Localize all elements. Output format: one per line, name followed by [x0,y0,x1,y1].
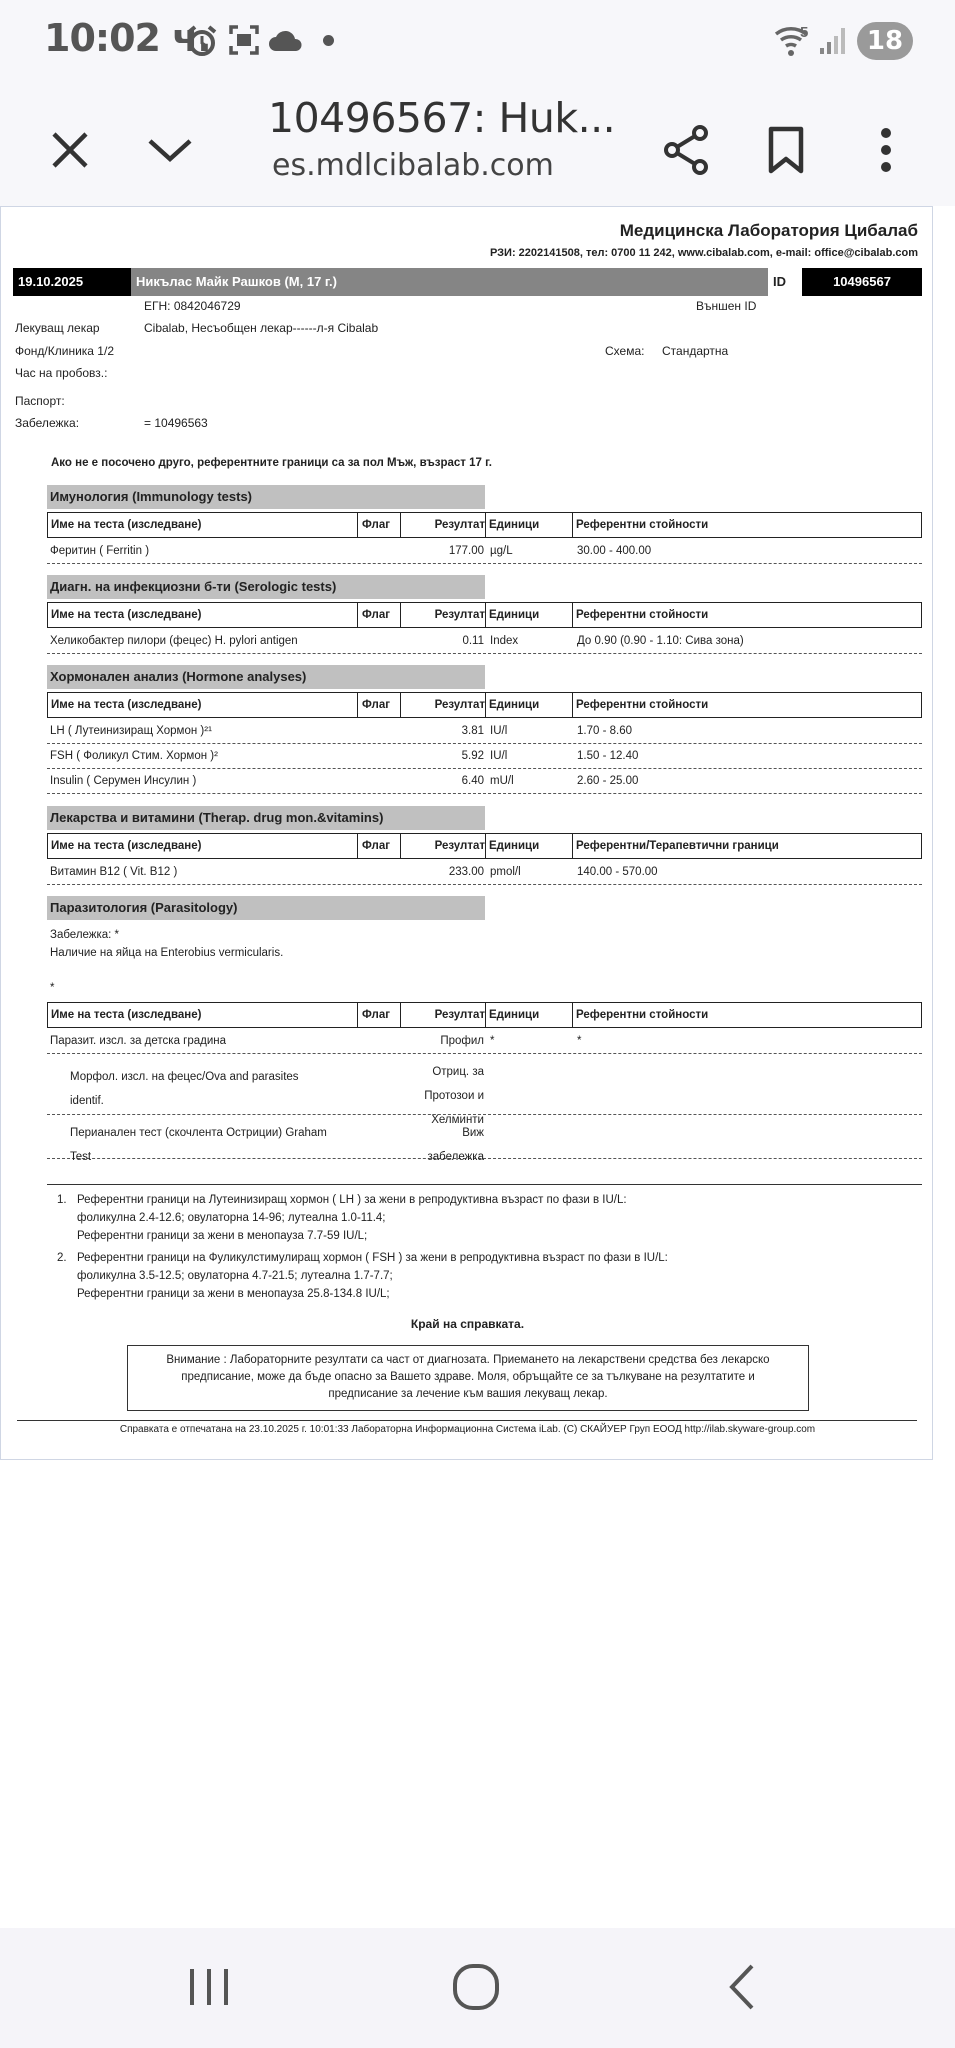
bookmark-icon [767,126,805,174]
table-row [47,1117,922,1163]
table-row [47,769,922,794]
test-ref: До 0.90 (0.90 - 1.10: Сива зона) [577,635,744,647]
footnote-line: Референтни граници на Фуликулстимулиращ хормон ( FSH ) за жени в репродуктивна възраст по фази в IU/L: [77,1252,668,1264]
table-header [47,833,922,859]
col-result: Резултат [400,693,488,717]
table-header [47,512,922,538]
notification-dot [323,35,334,46]
passport-label: Паспорт: [15,394,65,408]
test-units: µg/L [490,545,513,557]
test-name [70,1065,299,1113]
test-result-line: забележка [427,1151,484,1163]
test-result-line: Хелминти [431,1114,484,1126]
footnote-line: Референтни граници на Лутеинизиращ хормон ( LH ) за жени в репродуктивна възраст по фази в IU/L: [77,1194,627,1206]
col-name: Име на теста (изследване) [51,519,202,531]
warning-line: Внимание : Лабораторните резултати са част от диагнозата. Приемането на лекарствени средства без лекарско [166,1354,770,1366]
status-time: 10:02 ч. [44,16,211,60]
test-units: IU/l [490,750,508,762]
status-bar [0,0,955,84]
more-options-button[interactable] [850,114,922,186]
col-name: Име на теста (изследване) [51,840,202,852]
remark-value: = 10496563 [144,416,208,430]
col-units: Единици [485,834,539,858]
fund-label: Фонд/Клиника 1/2 [15,344,114,358]
test-name-line: identif. [70,1095,104,1107]
section-hormones: Хормонален анализ (Hormone analyses) [47,665,485,689]
test-result [399,1121,487,1169]
table-row [47,539,922,564]
col-ref: Референтни/Терапевтични граници [572,834,779,858]
battery-indicator: 18 [857,22,913,60]
col-result: Резултат [400,1003,488,1027]
table-row [47,744,922,769]
wifi-label: 5 [800,24,809,41]
test-name: Феритин ( Ferritin ) [50,545,150,557]
col-units: Единици [485,513,539,537]
browser-toolbar [0,84,955,206]
para-star: * [50,982,55,994]
reference-note: Ако не е посочено друго, референтните граници са за пол Мъж, възраст 17 г. [51,457,492,469]
more-vert-icon [879,127,893,173]
divider [17,1420,917,1421]
col-name: Име на теста (изследване) [51,1009,202,1021]
doctor-value: Cibalab, Несъобщен лекар------л-я Cibalab [144,321,379,335]
col-flag: Флаг [357,603,390,627]
page-title: 10496567: Huk... [268,94,616,142]
back-button[interactable] [712,1956,774,2018]
test-result: 5.92 [461,750,484,762]
id-label: ID [773,274,786,289]
share-icon [661,124,711,176]
lab-contact: РЗИ: 2202141508, тел: 0700 11 242, www.cibalab.com, e-mail: office@cibalab.com [489,247,918,259]
patient-name: Никълас Майк Рашков (М, 17 г.) [131,268,768,296]
table-row [47,860,922,885]
test-units: mU/l [490,775,514,787]
close-button[interactable] [34,114,106,186]
test-name [70,1121,327,1169]
sample-time-label: Час на пробовз.: [15,366,108,380]
print-footer: Справката е отпечатана на 23.10.2025 г. 10:01:33 Лабораторна Информационна Система iLab. (C) СКАЙУЕР Груп ЕООД http://ilab.skyware-group.com [119,1424,816,1435]
col-ref: Референтни стойности [572,603,708,627]
recent-apps-icon [178,1956,240,2018]
test-result: Профил [440,1035,484,1047]
test-ref: 140.00 - 570.00 [577,866,658,878]
test-result: 177.00 [448,545,484,557]
col-units: Единици [485,603,539,627]
test-name: LH ( Лутеинизиращ Хормон )²¹ [50,725,212,737]
col-units: Единици [485,1003,539,1027]
footnote [57,1191,817,1245]
test-ref: 30.00 - 400.00 [577,545,652,557]
test-units: Index [490,635,519,647]
col-result: Резултат [400,603,488,627]
minimize-button[interactable] [134,114,206,186]
col-flag: Флаг [357,693,390,717]
footnote-line: Референтни граници за жени в менопауза 25.8-134.8 IU/L; [77,1288,390,1300]
section-immunology: Имунология (Immunology tests) [47,485,485,509]
col-flag: Флаг [357,513,390,537]
test-name: Паразит. изсл. за детска градина [50,1035,227,1047]
test-result-line: Отриц. за [432,1066,484,1078]
footnote-line: Референтни граници за жени в менопауза 7.7-59 IU/L; [77,1230,368,1242]
footnote-number: 2. [57,1252,67,1264]
share-button[interactable] [650,114,722,186]
footnote-line: фоликулна 3.5-12.5; овулаторна 4.7-21.5; лутеална 1.7-7.7; [77,1270,393,1282]
chevron-down-icon [147,137,193,163]
doctor-label: Лекуващ лекар [15,321,100,335]
warning-box [127,1345,809,1411]
screenshot-icon [228,24,260,56]
col-units: Единици [485,693,539,717]
test-result-line: Виж [462,1127,484,1139]
scheme-value: Стандартна [662,344,729,358]
test-units: * [490,1035,495,1047]
test-name-line: Морфол. изсл. на фецес/Ova and parasites [70,1071,299,1083]
test-ref: * [577,1035,582,1047]
test-name: FSH ( Фоликул Стим. Хормон )² [50,750,218,762]
home-button[interactable] [446,1956,508,2018]
close-icon [50,130,90,170]
section-serology: Диагн. на инфекциозни б-ти (Serologic tests) [47,575,485,599]
col-ref: Референтни стойности [572,693,708,717]
test-result: 0.11 [462,635,484,647]
footnote-number: 1. [57,1194,67,1206]
bookmark-button[interactable] [750,114,822,186]
col-ref: Референтни стойности [572,1003,708,1027]
table-header [47,602,922,628]
col-ref: Референтни стойности [572,513,708,537]
para-remark: Забележка: * [50,929,120,941]
table-header [47,1002,922,1028]
test-units: IU/l [490,725,508,737]
footnote [57,1249,817,1303]
test-result: 233.00 [448,866,484,878]
id-value: 10496567 [802,268,922,296]
url-display[interactable]: es.mdlcibalab.com [272,148,554,183]
external-id-label: Външен ID [696,299,757,313]
table-row [47,629,922,654]
back-icon [712,1956,774,2018]
test-name: Insulin ( Серумен Инсулин ) [50,775,197,787]
cloud-icon [268,30,304,52]
remark-label: Забележка: [15,416,80,430]
test-name: Хеликобактер пилори (фецес) H. pylori antigen [50,635,298,647]
col-result: Резултат [400,513,488,537]
lab-report-document [0,206,933,1460]
col-name: Име на теста (изследване) [51,699,202,711]
para-remark-text: Наличие на яйца на Enterobius vermicularis. [50,947,284,959]
section-parasitology: Паразитология (Parasitology) [47,896,485,920]
report-date: 19.10.2025 [13,268,131,296]
recent-apps-button[interactable] [178,1956,240,2018]
footnote-line: фоликулна 2.4-12.6; овулаторна 14-96; лутеална 1.0-11.4; [77,1212,386,1224]
table-row [47,1029,922,1054]
test-result: 3.81 [461,725,484,737]
scheme-label: Схема: [605,344,645,358]
col-flag: Флаг [357,834,390,858]
alarm-icon [186,24,218,58]
system-nav-bar [0,1928,955,2048]
home-icon [446,1956,508,2018]
section-drugs-vitamins: Лекарства и витамини (Therap. drug mon.&vitamins) [47,806,485,830]
table-row [47,719,922,744]
col-result: Резултат [400,834,488,858]
test-name: Витамин B12 ( Vit. B12 ) [50,866,178,878]
warning-line: предписание, може да бъде опасно за Вашето здраве. Моля, обръщайте се за тълкуване на резултатите и [181,1371,755,1383]
warning-line: предписание за лечение към вашия лекуващ лекар. [328,1388,608,1400]
test-name-line: Test [70,1151,92,1163]
test-result: 6.40 [461,775,484,787]
test-ref: 2.60 - 25.00 [577,775,639,787]
col-flag: Флаг [357,1003,390,1027]
test-name-line: Перианален тест (скочлента Остриции) Graham [70,1127,327,1139]
table-row [47,1057,922,1126]
signal-icon [818,26,848,56]
test-result-line: Протозои и [424,1090,484,1102]
test-ref: 1.50 - 12.40 [577,750,639,762]
egn: ЕГН: 0842046729 [144,299,241,313]
lab-name: Медицинска Лаборатория Цибалаб [619,221,918,240]
divider [47,1184,922,1185]
col-name: Име на теста (изследване) [51,609,202,621]
end-of-report: Край на справката. [410,1317,525,1331]
test-ref: 1.70 - 8.60 [577,725,632,737]
table-header [47,692,922,718]
test-units: pmol/l [490,866,521,878]
